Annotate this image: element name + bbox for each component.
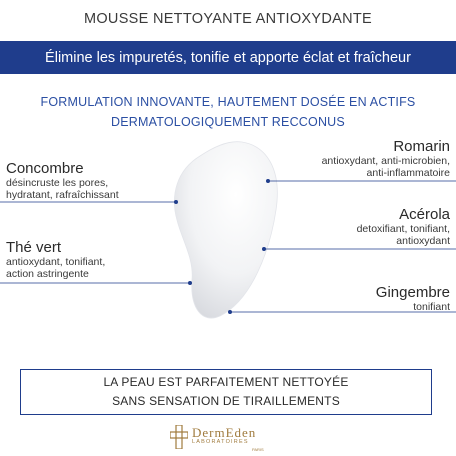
ingredient-name: Romarin [393,138,450,155]
foam-image [172,140,282,320]
cross-logo-icon [170,425,188,449]
brand-city: PARIS [252,447,264,452]
ingredient-name: Concombre [6,160,84,177]
ingredient-desc-2: anti-inflammatoire [366,167,450,179]
ingredient-romarin [322,138,450,179]
brand-subtitle: LABORATOIRES [192,439,249,445]
ingredient-desc-1: tonifiant [413,301,450,313]
ingredient-the-vert [6,239,105,280]
ingredient-acerola [357,206,450,247]
ingredient-name: Gingembre [375,284,450,301]
ingredient-desc-2: action astringente [6,268,89,280]
ingredient-desc-1: antioxydant, anti-microbien, [321,155,450,167]
result-line-2: SANS SENSATION DE TIRAILLEMENTS [112,394,340,408]
ingredient-name: Acérola [399,206,450,223]
ingredient-name: Thé vert [6,239,62,256]
formula-line-1: FORMULATION INNOVANTE, HAUTEMENT DOSÉE EN ACTIFS [40,95,416,109]
ingredient-desc-1: detoxifiant, tonifiant, [356,223,450,235]
benefit-banner [0,41,456,74]
ingredient-desc-1: désincruste les pores, [6,177,109,189]
brand-logo [170,423,290,453]
ingredient-desc-2: hydratant, rafraîchissant [6,189,119,201]
ingredient-concombre [6,160,119,201]
result-box [20,369,432,415]
formula-claim [0,92,456,132]
result-line-1: LA PEAU EST PARFAITEMENT NETTOYÉE [103,375,349,389]
formula-line-2: DERMATOLOGIQUEMENT RECCONUS [111,115,345,129]
ingredient-desc-1: antioxydant, tonifiant, [6,256,106,268]
ingredient-desc-2: antioxydant [396,235,450,247]
benefit-text: Élimine les impuretés, tonifie et apporte éclat et fraîcheur [45,49,411,66]
brand-name: DermEden [192,425,257,440]
ingredient-gingembre [376,284,450,313]
product-title: MOUSSE NETTOYANTE ANTIOXYDANTE [83,11,373,27]
